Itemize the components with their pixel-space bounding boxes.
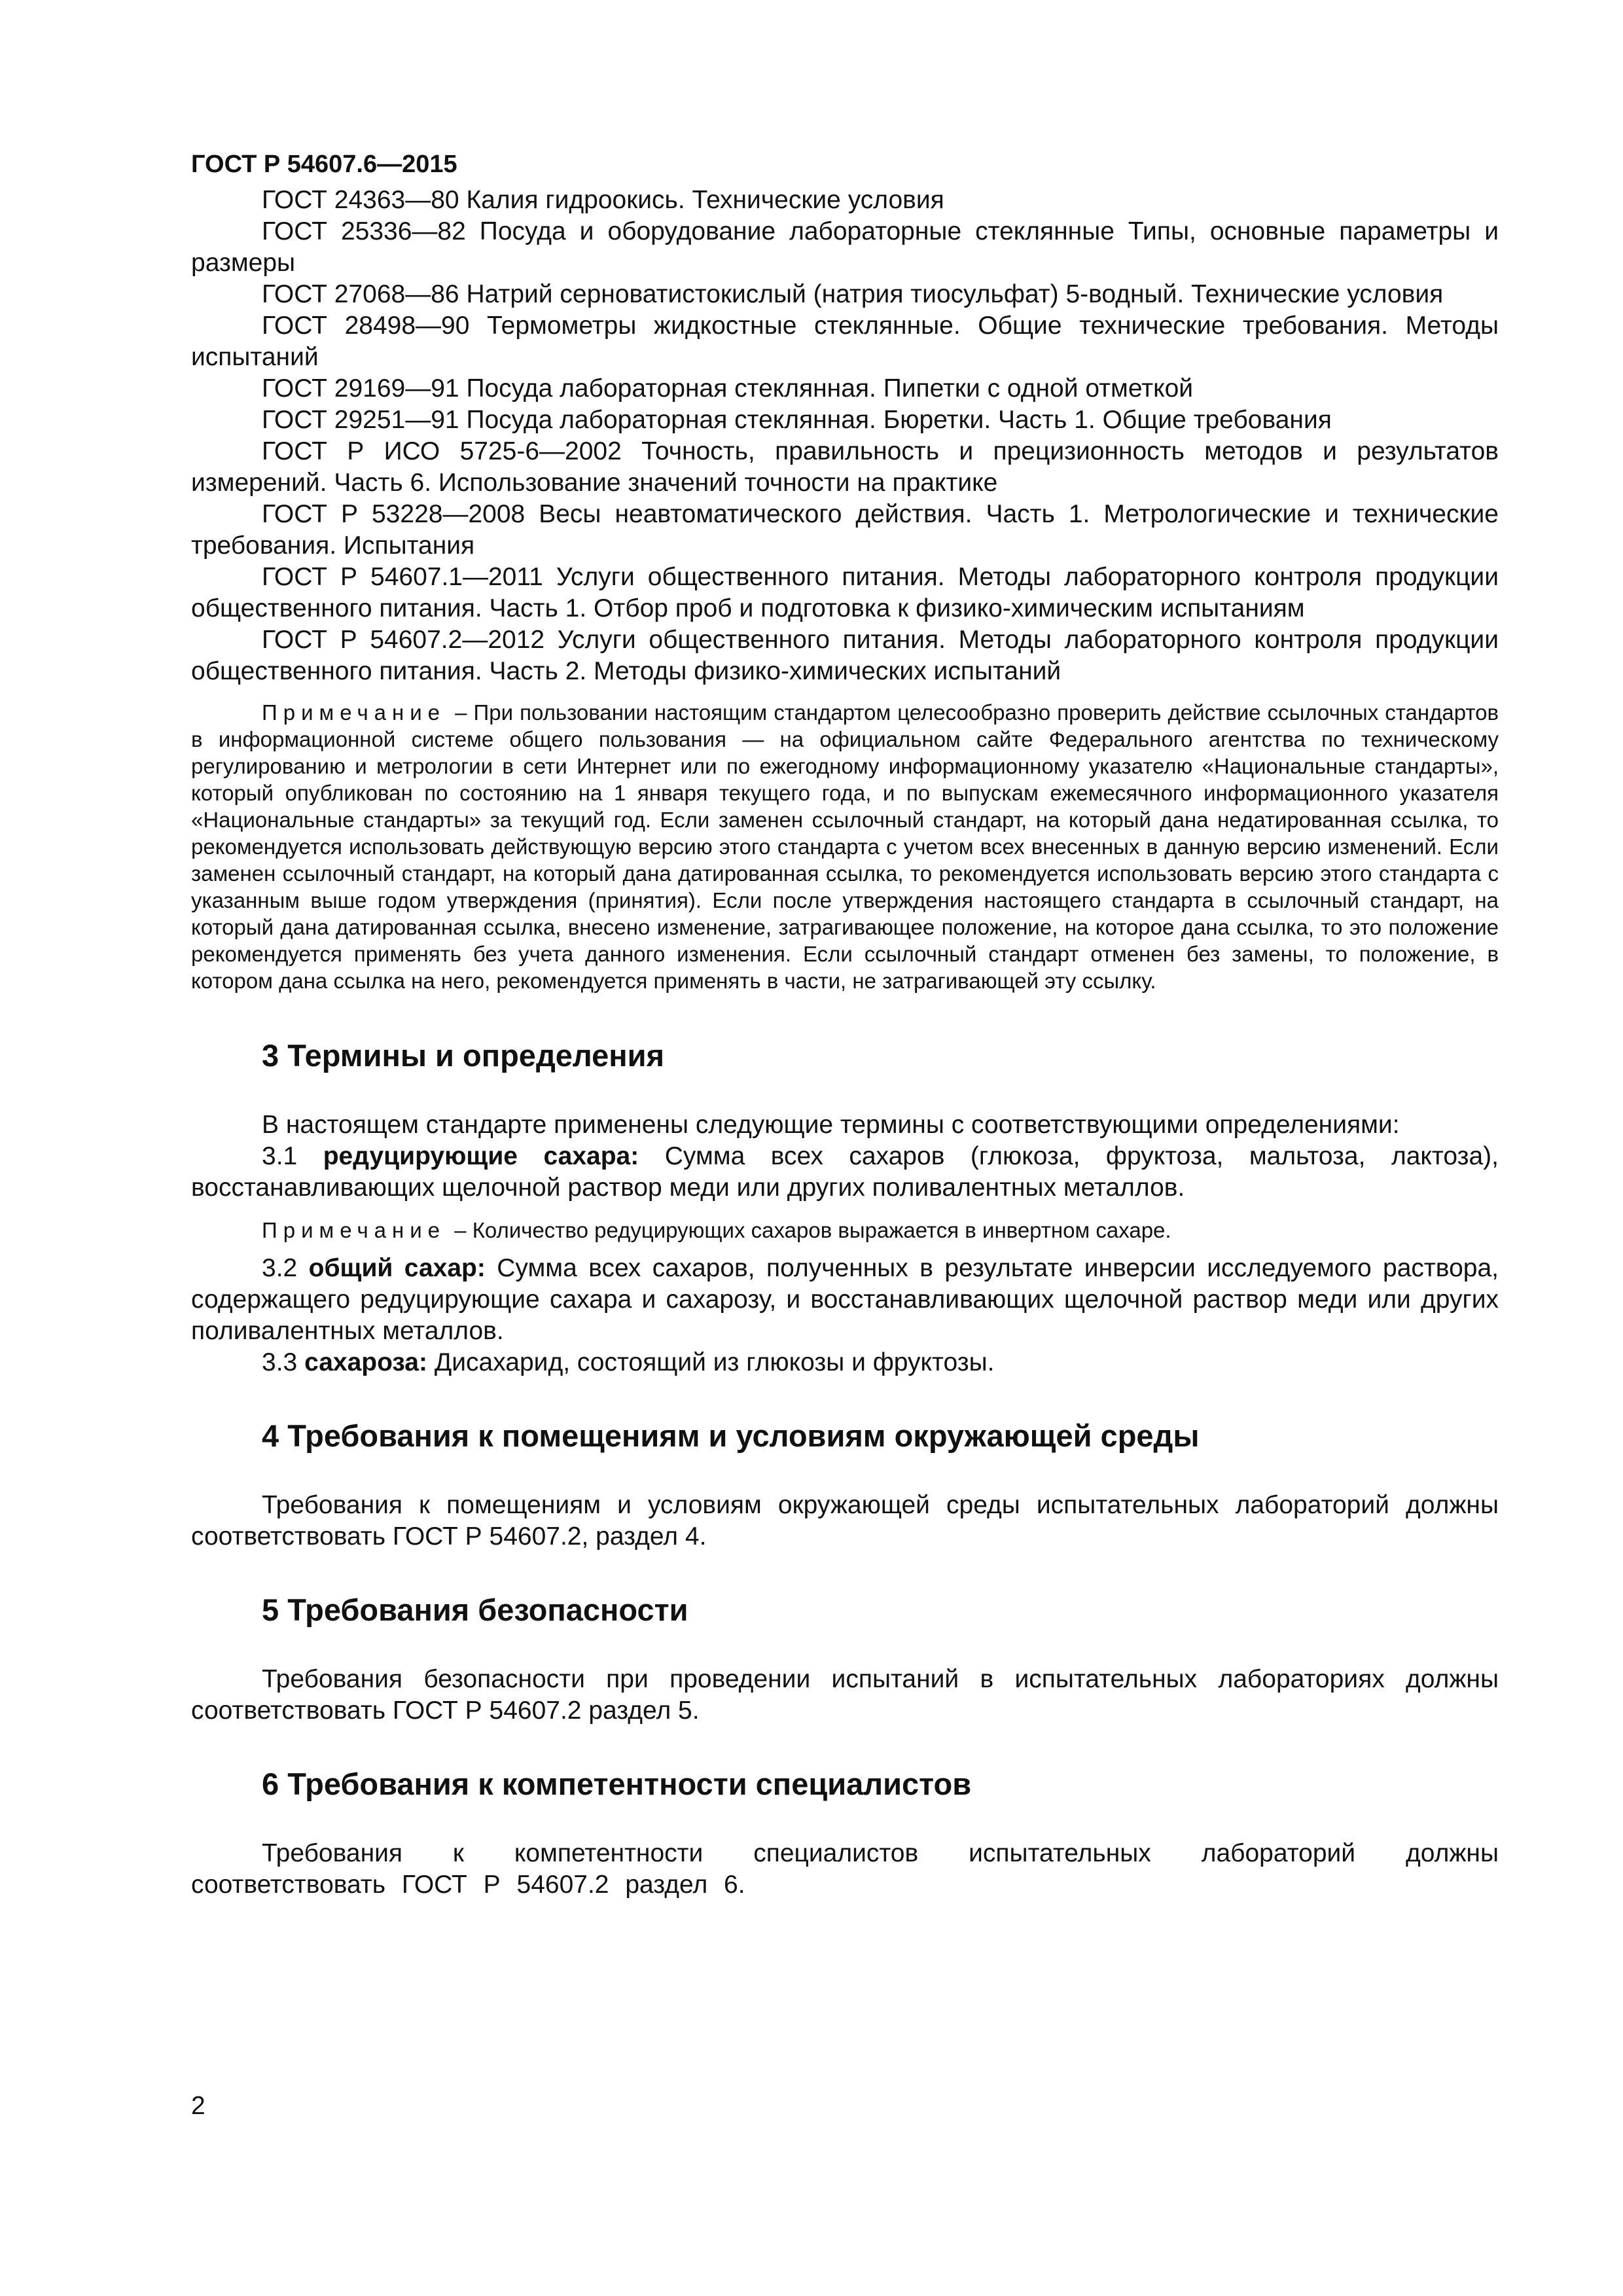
section-3-title: 3 Термины и определения [262,1038,664,1073]
term-number: 3.3 [262,1348,298,1376]
note-text: – Количество редуцирующих сахаров выражается в инвертном сахаре. [454,1218,1171,1242]
term-number: 3.2 [262,1254,298,1282]
term-3-2 [191,1253,1499,1347]
reference-item: ГОСТ 29169—91 Посуда лабораторная стеклянная. Пипетки с одной отметкой [262,374,1194,403]
reference-item: ГОСТ 28498—90 Термометры жидкостные стеклянные. Общие технические требования. Методы испытаний [191,312,1499,371]
term-name: редуцирующие сахара: [323,1142,639,1170]
reference-item: ГОСТ Р 54607.2—2012 Услуги общественного питания. Методы лабораторного контроля продукции общественного питания. Часть 2. Методы физико-химических испытаний [191,626,1499,685]
term-definition: Сумма всех сахаров, полученных в результате инверсии исследуемого раствора, содержащего редуцирующие сахара и сахарозу, и восстанавливающих щелочной раствор меди или других поливалентных металлов. [191,1254,1499,1345]
section-5-body: Требования безопасности при проведении испытаний в испытательных лабораториях должны соответствовать ГОСТ Р 54607.2 раздел 5. [191,1665,1499,1725]
section-6-body: Требования к компетентности специалистов испытательных лабораторий должны соответствовать ГОСТ Р 54607.2 раздел 6. [191,1839,1499,1899]
document-page [191,148,1499,1901]
reference-item: ГОСТ Р 54607.1—2011 Услуги общественного питания. Методы лабораторного контроля продукции общественного питания. Часть 1. Отбор проб и подготовка к физико-химическим испытаниям [191,563,1499,622]
term-name: сахароза: [304,1348,427,1376]
section-5-title: 5 Требования безопасности [262,1592,688,1627]
reference-item: ГОСТ 25336—82 Посуда и оборудование лабораторные стеклянные Типы, основные параметры и размеры [191,217,1499,277]
term-3-3 [191,1347,1499,1378]
term-name: общий сахар: [308,1254,486,1282]
term-note [191,1217,1499,1244]
references-note [191,699,1499,994]
term-number: 3.1 [262,1142,298,1170]
note-label: Примечание [262,700,446,725]
reference-item: ГОСТ 29251—91 Посуда лабораторная стеклянная. Бюретки. Часть 1. Общие требования [262,406,1332,434]
reference-item: ГОСТ 24363—80 Калия гидроокись. Технические условия [262,186,944,214]
note-label: Примечание [262,1218,446,1242]
reference-item: ГОСТ 27068—86 Натрий серноватистокислый (натрия тиосульфат) 5-водный. Технические условия [262,280,1444,308]
term-definition: Сумма всех сахаров (глюкоза, фруктоза, мальтоза, лактоза), восстанавливающих щелочной раствор меди или других поливалентных металлов. [191,1142,1499,1202]
reference-item: ГОСТ Р ИСО 5725-6—2002 Точность, правильность и прецизионность методов и результатов измерений. Часть 6. Использование значений точности на практике [191,437,1499,497]
section-6-title: 6 Требования к компетентности специалистов [262,1767,972,1801]
section-4-body: Требования к помещениям и условиям окружающей среды испытательных лабораторий должны соответствовать ГОСТ Р 54607.2, раздел 4. [191,1491,1499,1551]
document-header: ГОСТ Р 54607.6—2015 [191,151,457,178]
section-3-intro: В настоящем стандарте применены следующие термины с соответствующими определениями: [262,1111,1400,1139]
term-3-1 [191,1141,1499,1204]
page-number: 2 [191,2092,205,2120]
term-definition: Дисахарид, состоящий из глюкозы и фруктозы. [434,1348,995,1376]
note-text: – При пользовании настоящим стандартом целесообразно проверить действие ссылочных стандартов в информационной системе общего пользования — на официальном сайте Федерального агентства по техническому регулированию и метрологии в сети Интернет или по ежегодному информационному указателю «Национальные стандарты», который опубликован по состоянию на 1 января текущего года, и по выпускам ежемесячного информационного указателя «Национальные стандарты» за текущий год. Если заменен ссылочный стандарт, на который дана недатированная ссылка, то рекомендуется использовать действующую версию этого стандарта с учетом всех внесенных в данную версию изменений. Если заменен ссылочный стандарт, на который дана датированная ссылка, то рекомендуется использовать версию этого стандарта с указанным выше годом утверждения (принятия). Если после утверждения настоящего стандарта в ссылочный стандарт, на который дана датированная ссылка, внесено изменение, затрагивающее положение, на которое дана ссылка, то это положение рекомендуется применять без учета данного изменения. Если ссылочный стандарт отменен без замены, то положение, в котором дана ссылка на него, рекомендуется применять в части, не затрагивающей эту ссылку. [191,700,1499,993]
normative-references-list [191,185,1499,687]
reference-item: ГОСТ Р 53228—2008 Весы неавтоматического действия. Часть 1. Метрологические и технические требования. Испытания [191,500,1499,560]
section-4-title: 4 Требования к помещениям и условиям окружающей среды [262,1418,1200,1453]
